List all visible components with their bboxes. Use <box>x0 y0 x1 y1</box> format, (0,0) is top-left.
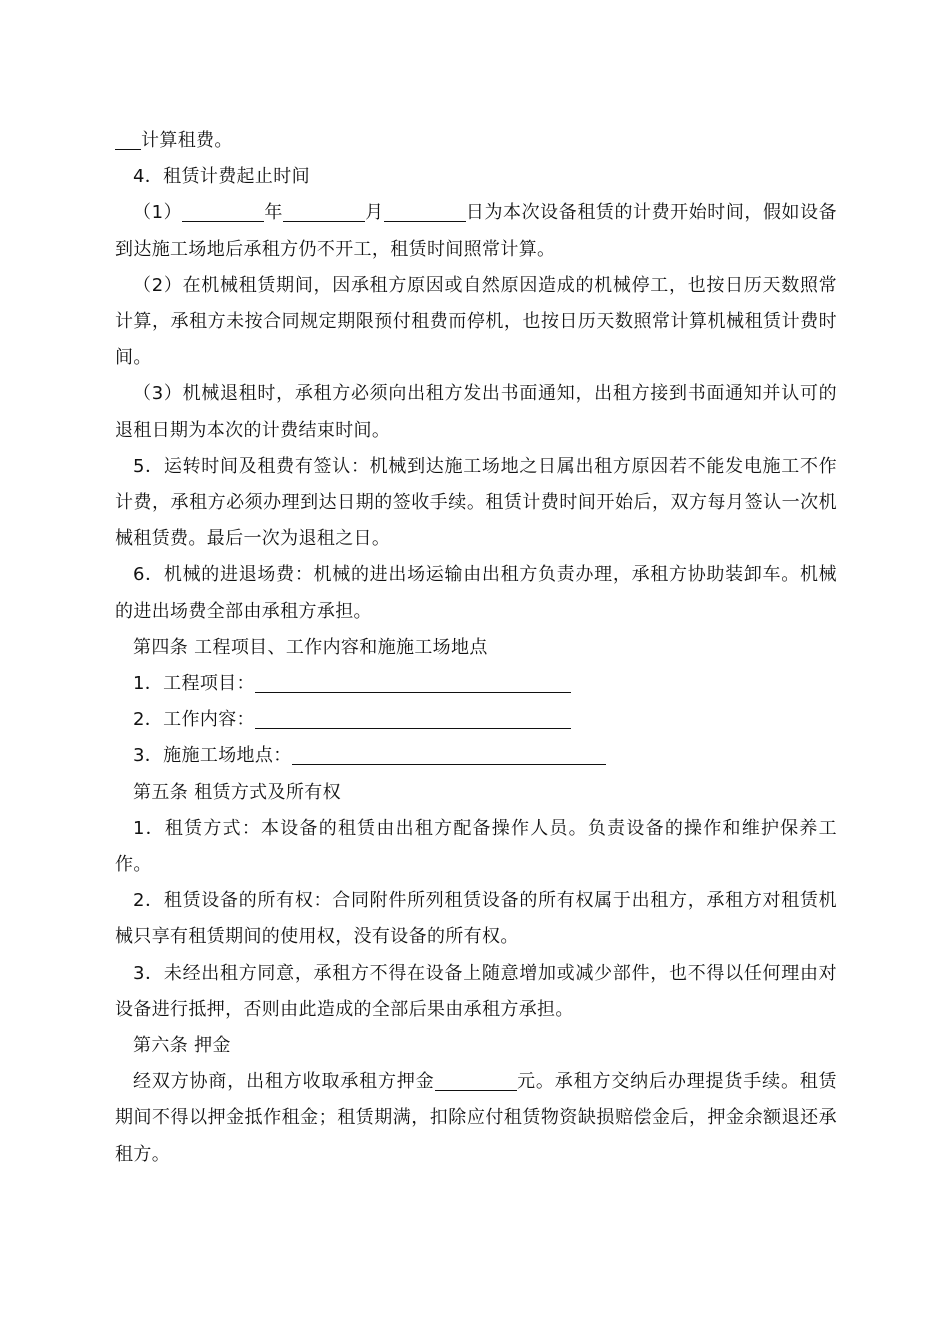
year-label: 年 <box>264 202 283 224</box>
project-name-line <box>115 666 837 702</box>
deposit-text-start: 经双方协商，出租方收取承租方押金 <box>133 1071 435 1093</box>
article-6-heading: 第六条 押金 <box>133 1035 231 1057</box>
article-5-heading: 第五条 租赁方式及所有权 <box>133 781 341 803</box>
clause-6-entry-exit-fee: 6．机械的进退场费：机械的进出场运输由出租方负责办理，承租方协助装卸车。机械的进出场费全部由承租方承担。 <box>115 564 837 622</box>
clause-4-item-3: （3）机械退租时，承租方必须向出租方发出书面通知，出租方接到书面通知并认可的退租日期为本次的计费结束时间。 <box>115 383 837 441</box>
article-5-item-3: 3．未经出租方同意，承租方不得在设备上随意增加或减少部件，也不得以任何理由对设备进行抵押，否则由此造成的全部后果由承租方承担。 <box>115 962 837 1020</box>
month-label: 月 <box>364 202 384 224</box>
paragraph-text: 计算租费。 <box>141 130 233 151</box>
article-4-heading: 第四条 工程项目、工作内容和施施工场地点 <box>133 636 488 658</box>
article-5-item-2: 2．租赁设备的所有权：合同附件所列租赁设备的所有权属于出租方，承租方对租赁机械只享有租赁期间的使用权，没有设备的所有权。 <box>115 890 837 948</box>
blank-month <box>283 201 365 222</box>
deposit-text-end: 元。承租方交纳后办理提货手续。租赁期间不得以押金抵作租金；租赁期满，扣除应付租赁物资缺损赔偿金后，押金余额退还承租方。 <box>115 1071 837 1165</box>
site-location-label: 3．施施工场地点： <box>133 745 292 767</box>
blank-year <box>182 201 264 222</box>
article-5-item-1: 1．租赁方式：本设备的租赁由出租方配备操作人员。负责设备的操作和维护保养工作。 <box>115 817 837 876</box>
clause-4-item-2: （2）在机械租赁期间，因承租方原因或自然原因造成的机械停工，也按日历天数照常计算，承租方未按合同规定期限预付租费而停机，也按日历天数照常计算机械租赁计费时间。 <box>115 274 837 369</box>
blank-day <box>384 201 466 222</box>
article-6-deposit <box>115 1064 837 1173</box>
deposit-amount-blank <box>435 1070 517 1091</box>
work-content-line <box>115 702 837 738</box>
work-content-label: 2．工作内容： <box>133 709 255 731</box>
site-location-line <box>115 738 837 774</box>
site-location-blank <box>292 744 606 765</box>
clause-5-operation-time: 5．运转时间及租费有签认：机械到达施工场地之日属出租方原因若不能发电施工不作计费，承租方必须办理到达日期的签收手续。租赁计费时间开始后，双方每月签认一次机械租赁费。最后一次为退租之日。 <box>115 455 837 550</box>
clause-4-heading: 4．租赁计费起止时间 <box>133 166 310 188</box>
project-name-blank <box>255 672 571 693</box>
paragraph-rent-calc-tail <box>115 123 837 159</box>
item-text: 日为本次设备租赁的计费开始时间，假如设备到达施工场地后承租方仍不开工，租赁时间照常计算。 <box>115 202 837 260</box>
item-number: （1） <box>133 202 183 224</box>
clause-4-item-1 <box>115 195 837 267</box>
work-content-blank <box>255 708 571 729</box>
document-page <box>115 123 837 1173</box>
project-name-label: 1．工程项目： <box>133 673 255 695</box>
blank-line <box>115 129 141 150</box>
